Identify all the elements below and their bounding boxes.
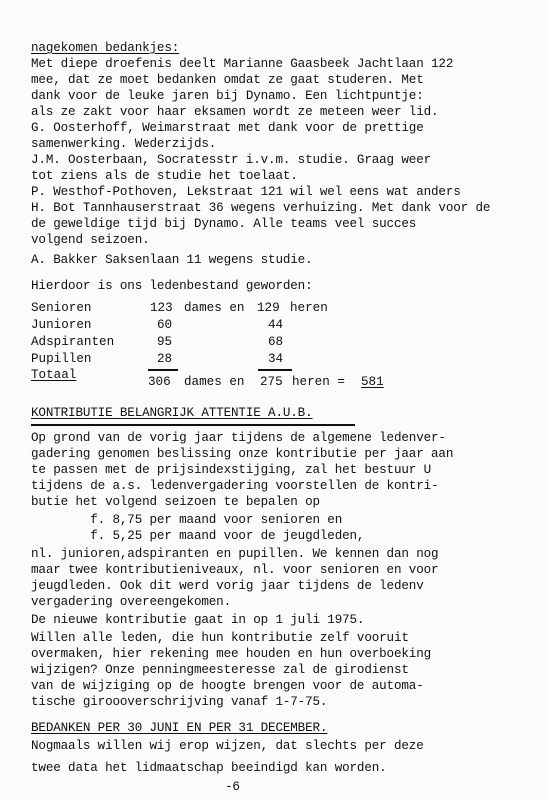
- total-heren: 275: [260, 375, 283, 389]
- row-label: Adspiranten: [31, 335, 115, 349]
- row-label: Junioren: [31, 318, 92, 332]
- text-line: overmaken, hier rekening mee houden en hun overboeking: [31, 647, 432, 661]
- text-line: Willen alle leden, die hun kontributie zelf vooruit: [31, 631, 409, 645]
- row-label: Pupillen: [31, 352, 92, 366]
- section-heading-kontributie: KONTRIBUTIE BELANGRIJK ATTENTIE A.U.B.: [31, 406, 313, 420]
- text-line: Nogmaals willen wij erop wijzen, dat slechts per deze: [31, 739, 424, 753]
- text-line: maar twee kontributieniveaux, nl. voor senioren en voor: [31, 563, 439, 577]
- sum-rule-dames: [148, 369, 178, 371]
- text-line: samenwerking. Wederzijds.: [31, 137, 217, 151]
- text-line: Met diepe droefenis deelt Marianne Gaasbeek Jachtlaan 122: [31, 57, 454, 71]
- heading-rule: [31, 424, 355, 426]
- text-line: mee, dat ze moet bedanken omdat ze gaat studeren. Met: [31, 73, 424, 87]
- text-line: f. 8,75 per maand voor senioren en: [31, 513, 343, 527]
- text-line: gadering genomen beslissing onze kontributie per jaar aan: [31, 447, 454, 461]
- row-heren: 129: [257, 301, 280, 315]
- row-heren: 68: [268, 335, 284, 349]
- row-heren: 34: [268, 352, 284, 366]
- total-dames: 306: [148, 375, 171, 389]
- total-label: Totaal: [31, 368, 77, 382]
- text-line: nl. junioren,adspiranten en pupillen. We kennen dan nog: [31, 547, 439, 561]
- text-line: de geweldige tijd bij Dynamo. Alle teams veel succes: [31, 217, 417, 231]
- text-line: van de wijziging op de hoogte brengen voor de automa-: [31, 679, 424, 693]
- row-dames: 123: [150, 301, 173, 315]
- text-line: J.M. Oosterbaan, Socratesstr i.v.m. studie. Graag weer: [31, 153, 432, 167]
- row-mid: dames en: [184, 301, 245, 315]
- total-suffix: heren =: [292, 375, 345, 389]
- row-dames: 60: [157, 318, 173, 332]
- text-line: G. Oosterhoff, Weimarstraat met dank voor de prettige: [31, 121, 424, 135]
- text-line: H. Bot Tannhauserstraat 36 wegens verhuizing. Met dank voor de: [31, 201, 491, 215]
- text-line: tijdens de a.s. ledenvergadering voorstellen de kontri-: [31, 479, 439, 493]
- text-line: te passen met de prijsindexstijging, zal het bestuur U: [31, 463, 432, 477]
- text-line: tot ziens als de studie het toelaat.: [31, 169, 298, 183]
- section-heading-nagekomen: nagekomen bedankjes:: [31, 41, 180, 55]
- text-line: P. Westhof-Pothoven, Lekstraat 121 wil wel eens wat anders: [31, 185, 461, 199]
- members-intro: Hierdoor is ons ledenbestand geworden:: [31, 279, 313, 293]
- text-line: tische giroooverschrijving vanaf 1-7-75.: [31, 695, 328, 709]
- text-line: Op grond van de vorig jaar tijdens de algemene ledenver-: [31, 431, 446, 445]
- text-line: als ze zakt voor haar eksamen wordt ze meteen weer lid.: [31, 105, 439, 119]
- text-line: wijzigen? Onze penningmeesteresse zal de girodienst: [31, 663, 409, 677]
- text-line: f. 5,25 per maand voor de jeugdleden,: [31, 529, 365, 543]
- row-label: Senioren: [31, 301, 92, 315]
- text-line: vergadering overeengekomen.: [31, 595, 232, 609]
- sum-rule-heren: [258, 369, 292, 371]
- text-line: volgend seizoen.: [31, 233, 150, 247]
- text-line: dank voor de leuke jaren bij Dynamo. Een lichtpuntje:: [31, 89, 424, 103]
- text-line: A. Bakker Saksenlaan 11 wegens studie.: [31, 253, 313, 267]
- total-sum: 581: [361, 375, 384, 389]
- text-line: De nieuwe kontributie gaat in op 1 juli 1975.: [31, 613, 365, 627]
- text-line: butie het volgend seizoen te bepalen op: [31, 495, 320, 509]
- row-dames: 28: [157, 352, 173, 366]
- row-dames: 95: [157, 335, 173, 349]
- page-number: -6: [225, 780, 240, 794]
- row-heren: 44: [268, 318, 284, 332]
- total-mid: dames en: [184, 375, 245, 389]
- text-line: jeugdleden. Ook dit werd vorig jaar tijdens de ledenv: [31, 579, 424, 593]
- row-suffix: heren: [290, 301, 328, 315]
- text-line: twee data het lidmaatschap beeindigd kan worden.: [31, 761, 387, 775]
- section-heading-bedanken: BEDANKEN PER 30 JUNI EN PER 31 DECEMBER.: [31, 721, 328, 735]
